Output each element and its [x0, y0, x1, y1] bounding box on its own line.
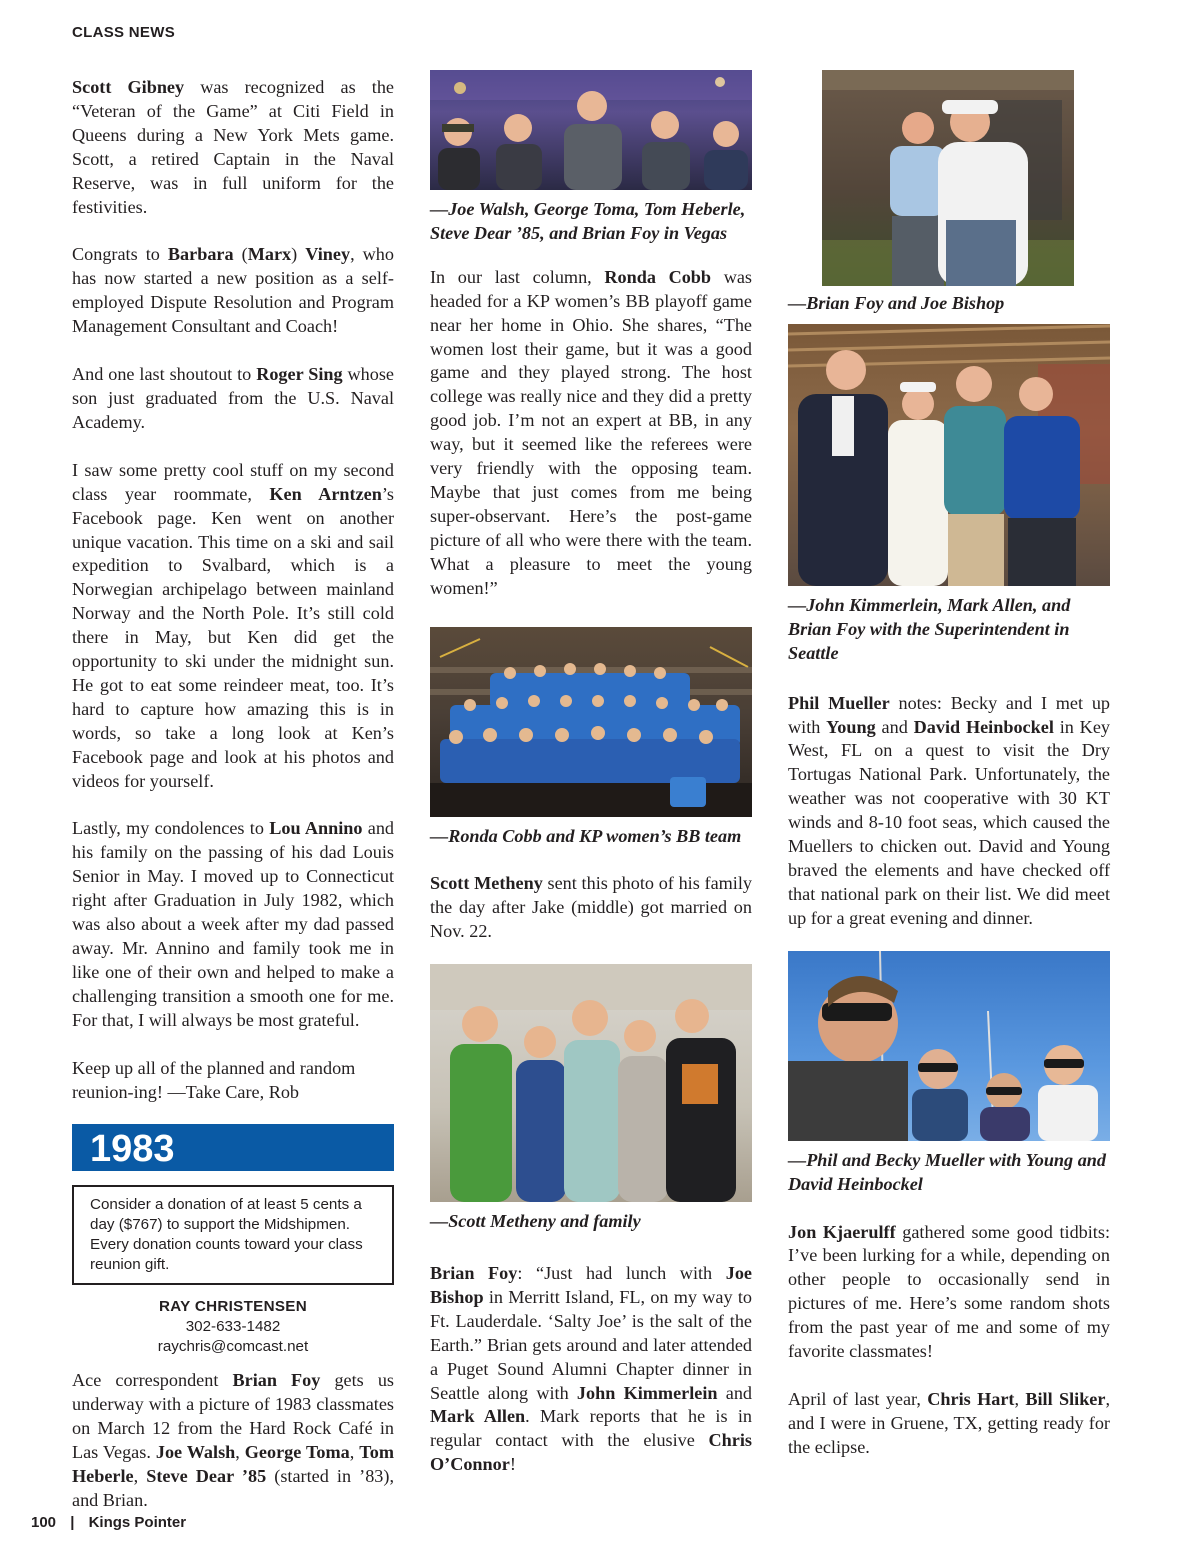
paragraph: Congrats to Barbara (Marx) Viney, who has now started a new position as a self-employed Dispute Resolution and Program Management Consultant and Coach! [72, 244, 394, 337]
bold-name: John Kimmerlein [576, 1382, 718, 1403]
paragraph: And one last shoutout to Roger Sing whose son just graduated from the U.S. Naval Academy. [72, 364, 395, 432]
page-number: 100 [31, 1514, 57, 1531]
bold-name: Lou Annino [269, 818, 363, 839]
paragraph: Phil Mueller notes: Becky and I met up with Young and David Heinbockel in Key West, FL on a quest to visit the Dry Tortugas National Park. Unfortunately, the weather was not cooperative with 30 KT winds and 8-10 foot seas, which caused the Muellers to chicken out. David and Young braved the elements and have checked off that national park on their list. We did meet up for a great evening and dinner. [788, 692, 1111, 928]
paragraph: In our last column, Ronda Cobb was headed for a KP women’s BB playoff game near her home in Ohio. She shares, “The women lost their game, but it was a good game and they played strong. The host college was really nice and they did a pretty good job. I’m not an expert at BB, in any way, but it seemed like the referees were very friendly with the opposing team. Maybe that just comes from me being super-observant. Here’s the post-game picture of all who were there with the team. What a pleasure to meet the young women!” [430, 266, 752, 598]
photo-caption: —Joe Walsh, George Toma, Tom Heberle, Steve Dear ’85, and Brian Foy in Vegas [430, 199, 746, 243]
bold-name: Joe Bishop [430, 1263, 752, 1307]
bold-name: Jon Kjaerulff [788, 1221, 896, 1242]
bold-name: George Toma [244, 1442, 350, 1463]
paragraph: Keep up all of the planned and random reunion-ing! —Take Care, Rob [72, 1057, 356, 1102]
footer-separator: | [70, 1514, 75, 1531]
class-year-banner: 1983 [72, 1124, 394, 1171]
paragraph: Scott Gibney was recognized as the “Veteran of the Game” at Citi Field in Queens during a New York Mets game. Scott, a retired Captain in the Naval Reserve, was in full uniform for the festivities. [72, 77, 394, 217]
bold-name: Scott Gibney [72, 77, 185, 97]
page-footer [31, 1514, 186, 1531]
bold-name: Phil Mueller [788, 692, 890, 713]
paragraph: Jon Kjaerulff gathered some good tidbits: I’ve been lurking for a while, depending on other people to occasionally send in pictures of me. Here’s some random shots from the past year of me and some of my favorite classmates! [788, 1221, 1110, 1362]
donation-box: Consider a donation of at least 5 cents a day ($767) to support the Midshipmen. Every donation counts toward your class reunion gift. [72, 1185, 394, 1285]
photo-foy-bishop [822, 70, 1074, 286]
bold-name: Tom Heberle [72, 1442, 394, 1487]
bold-name: Young [826, 716, 876, 737]
paragraph: I saw some pretty cool stuff on my second class year roommate, Ken Arntzen’s Facebook page. Ken went on another unique vacation. This time on a ski and sail expedition to Svalbard, which is a Norwegian archipelago between mainland Norway and the North Pole. It’s still cold there in May, but Ken did get the opportunity to ski under the midnight sun. He got to eat some reindeer meat, too. It’s hard to capture how amazing this is in words, so take a long look at Ken’s Facebook page and look at his photos and videos for yourself. [72, 459, 395, 791]
paragraph: Lastly, my condolences to Lou Annino and his family on the passing of his dad Louis Senior in May. I moved up to Connecticut right after Graduation in July 1982, which was also about a week after my dad passed away. Mr. Annino and family took me in like one of their own and helped to make a challenging transition a smooth one for me. For that, I will always be most grateful. [72, 818, 395, 1030]
photo-caption: —Phil and Becky Mueller with Young and David Heinbockel [788, 1149, 1106, 1194]
bold-name: Joe Walsh [155, 1442, 236, 1463]
bold-name: Scott Metheny [430, 873, 543, 894]
bold-name: Brian Foy [232, 1370, 321, 1391]
bold-name: Viney [305, 244, 351, 265]
bold-name: Steve Dear ’85 [146, 1466, 267, 1487]
photo-caption: —Scott Metheny and family [430, 1211, 641, 1232]
bold-name: Bill Sliker [1025, 1388, 1106, 1409]
class-correspondent [72, 1297, 394, 1357]
photo-metheny-family [430, 964, 752, 1202]
photo-caption: —Ronda Cobb and KP women’s BB team [430, 825, 742, 846]
photo-bb-team [430, 627, 752, 817]
paragraph: Ace correspondent Brian Foy gets us underway with a picture of 1983 classmates on March 12 from the Hard Rock Café in Las Vegas. Joe Walsh, George Toma, Tom Heberle, Steve Dear ’85 (started in ’83), and Brian. [72, 1370, 395, 1510]
bold-name: Roger Sing [256, 364, 343, 385]
correspondent-name: RAY CHRISTENSEN [159, 1298, 307, 1316]
column-middle [430, 70, 752, 1501]
column-left [72, 76, 394, 1537]
photo-vegas-group [430, 70, 752, 190]
section-header: CLASS NEWS [72, 24, 176, 41]
column-right [788, 70, 1110, 1484]
paragraph: Brian Foy: “Just had lunch with Joe Bishop in Merritt Island, FL, on my way to Ft. Lauderdale. ‘Salty Joe’ is the salt of the Earth.” Brian gets around and later attended a Puget Sound Alumni Chapter dinner in Seattle along with John Kimmerlein and Mark Allen. Mark reports that he is in regular contact with the elusive Chris O’Connor! [430, 1263, 753, 1475]
bold-name: David Heinbockel [913, 716, 1054, 737]
bold-name: Brian Foy [430, 1263, 518, 1284]
paragraph: Scott Metheny sent this photo of his family the day after Jake (middle) got married on Nov. 22. [430, 873, 752, 942]
bold-name: Ronda Cobb [604, 266, 712, 287]
bold-name: Chris O’Connor [430, 1430, 752, 1475]
photo-caption: —Brian Foy and Joe Bishop [788, 293, 1005, 313]
photo-mueller-heinbockel [788, 951, 1110, 1141]
correspondent-email[interactable]: raychris@comcast.net [157, 1338, 309, 1356]
bold-name: Ken Arntzen [269, 483, 382, 504]
photo-caption: —John Kimmerlein, Mark Allen, and Brian Foy with the Superintendent in Seattle [788, 594, 1071, 663]
magazine-name: Kings Pointer [88, 1514, 187, 1531]
bold-name: Barbara [167, 244, 234, 265]
paragraph: April of last year, Chris Hart, Bill Sliker, and I were in Gruene, TX, getting ready for the eclipse. [788, 1388, 1111, 1457]
bold-name: Marx [247, 244, 292, 265]
bold-name: Chris Hart [927, 1388, 1015, 1409]
photo-seattle-superintendent [788, 324, 1110, 586]
bold-name: Mark Allen [430, 1406, 526, 1427]
correspondent-phone: 302-633-1482 [185, 1318, 281, 1336]
